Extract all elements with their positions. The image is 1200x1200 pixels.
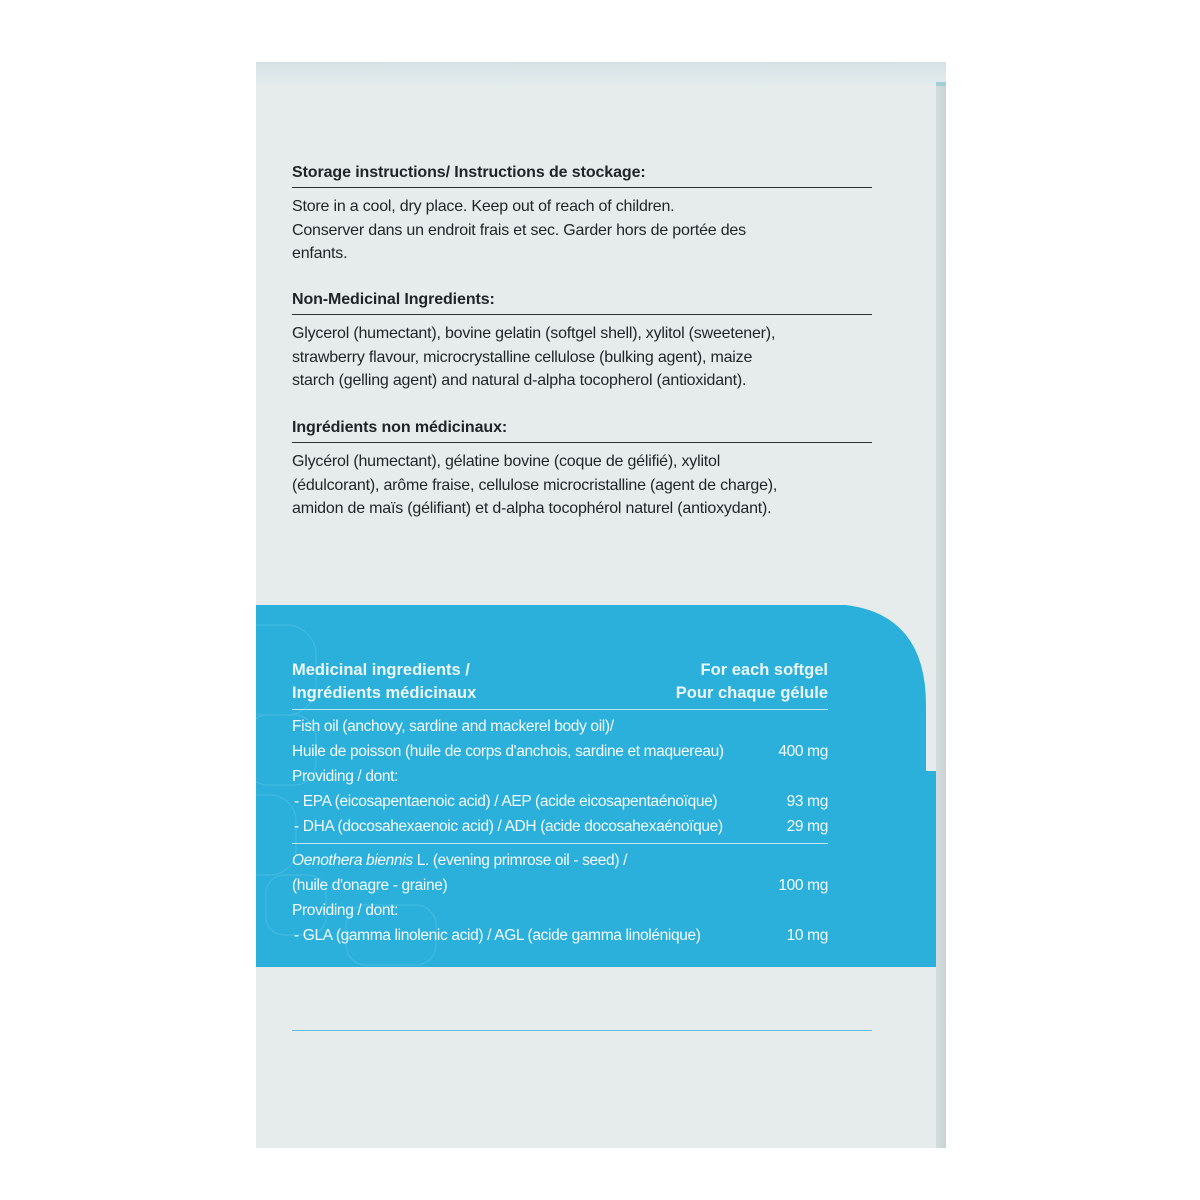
storage-section	[292, 164, 872, 266]
header-left-line: Ingrédients médicinaux	[292, 684, 477, 702]
header-right-line: For each softgel	[700, 661, 828, 679]
ingredient-line: Glycerol (humectant), bovine gelatin (softgel shell), xylitol (sweetener),	[292, 325, 776, 342]
header-right-line: Pour chaque gélule	[675, 684, 828, 702]
ingredient-line: amidon de maïs (gélifiant) et d-alpha tocophérol naturel (antioxydant).	[292, 500, 772, 517]
ingredient-line: (édulcorant), arôme fraise, cellulose microcristalline (agent de charge),	[292, 476, 778, 494]
header-left-line: Medicinal ingredients /	[292, 661, 470, 679]
non-medicinal-fr-section	[292, 419, 872, 521]
storage-line: Store in a cool, dry place. Keep out of reach of children.	[292, 198, 675, 215]
header-right	[676, 659, 828, 705]
ingredient-line: strawberry flavour, microcrystalline cellulose (bulking agent), maize	[292, 348, 753, 366]
table-row	[292, 923, 828, 948]
storage-line: Conserver dans un endroit frais et sec. Garder hors de portée des	[292, 221, 746, 239]
storage-line: enfants.	[292, 245, 348, 262]
header-left	[292, 659, 476, 705]
table-row	[292, 814, 828, 839]
ingredient-line: Glycérol (humectant), gélatine bovine (coque de gélifié), xylitol	[292, 453, 721, 470]
epa-amount: 93 mg	[786, 793, 828, 810]
table-row	[292, 873, 828, 898]
table-row	[292, 848, 828, 873]
table-row	[292, 739, 828, 764]
bottom-divider	[292, 1030, 872, 1031]
table-row	[292, 789, 828, 814]
epa-label: - EPA (eicosapentaenoic acid) / AEP (acide eicosapentaénoïque)	[294, 793, 718, 810]
gla-amount: 10 mg	[786, 927, 828, 944]
box-side-face	[936, 86, 946, 1148]
dha-label: - DHA (docosahexaenoic acid) / ADH (acide docosahexaénoïque)	[294, 818, 723, 835]
primrose-name	[292, 848, 627, 873]
providing-label: Providing / dont:	[292, 768, 399, 785]
gla-label: - GLA (gamma linolenic acid) / AGL (acide gamma linolénique)	[294, 927, 701, 944]
non-medicinal-en-heading: Non-Medicinal Ingredients:	[292, 291, 872, 315]
fish-oil-name: Fish oil (anchovy, sardine and mackerel body oil)/	[292, 718, 614, 735]
dha-amount: 29 mg	[786, 818, 828, 835]
fish-oil-amount: 400 mg	[778, 743, 828, 760]
box-top-face	[256, 62, 946, 86]
primrose-latin-name: Oenothera biennis	[292, 852, 413, 869]
medicinal-table	[292, 659, 828, 952]
non-medicinal-fr-heading: Ingrédients non médicinaux:	[292, 419, 872, 443]
non-medicinal-fr-text	[292, 450, 872, 521]
primrose-group	[292, 844, 828, 952]
medicinal-panel	[256, 605, 936, 967]
table-row	[292, 898, 828, 923]
storage-text	[292, 195, 872, 266]
table-row	[292, 714, 828, 739]
ingredient-line: starch (gelling agent) and natural d-alpha tocopherol (antioxidant).	[292, 372, 747, 389]
non-medicinal-en-section	[292, 291, 872, 393]
providing-label: Providing / dont:	[292, 902, 399, 919]
fish-oil-group	[292, 710, 828, 844]
box-front-panel	[256, 86, 936, 1148]
storage-heading: Storage instructions/ Instructions de stockage:	[292, 164, 872, 188]
non-medicinal-en-text	[292, 322, 872, 393]
primrose-name-fr: (huile d'onagre - graine)	[292, 877, 448, 894]
primrose-name-rest: L. (evening primrose oil - seed) /	[412, 852, 628, 869]
fish-oil-name-fr: Huile de poisson (huile de corps d'anchois, sardine et maquereau)	[292, 743, 724, 760]
medicinal-table-header	[292, 659, 828, 710]
primrose-amount: 100 mg	[778, 877, 828, 894]
table-row	[292, 764, 828, 789]
